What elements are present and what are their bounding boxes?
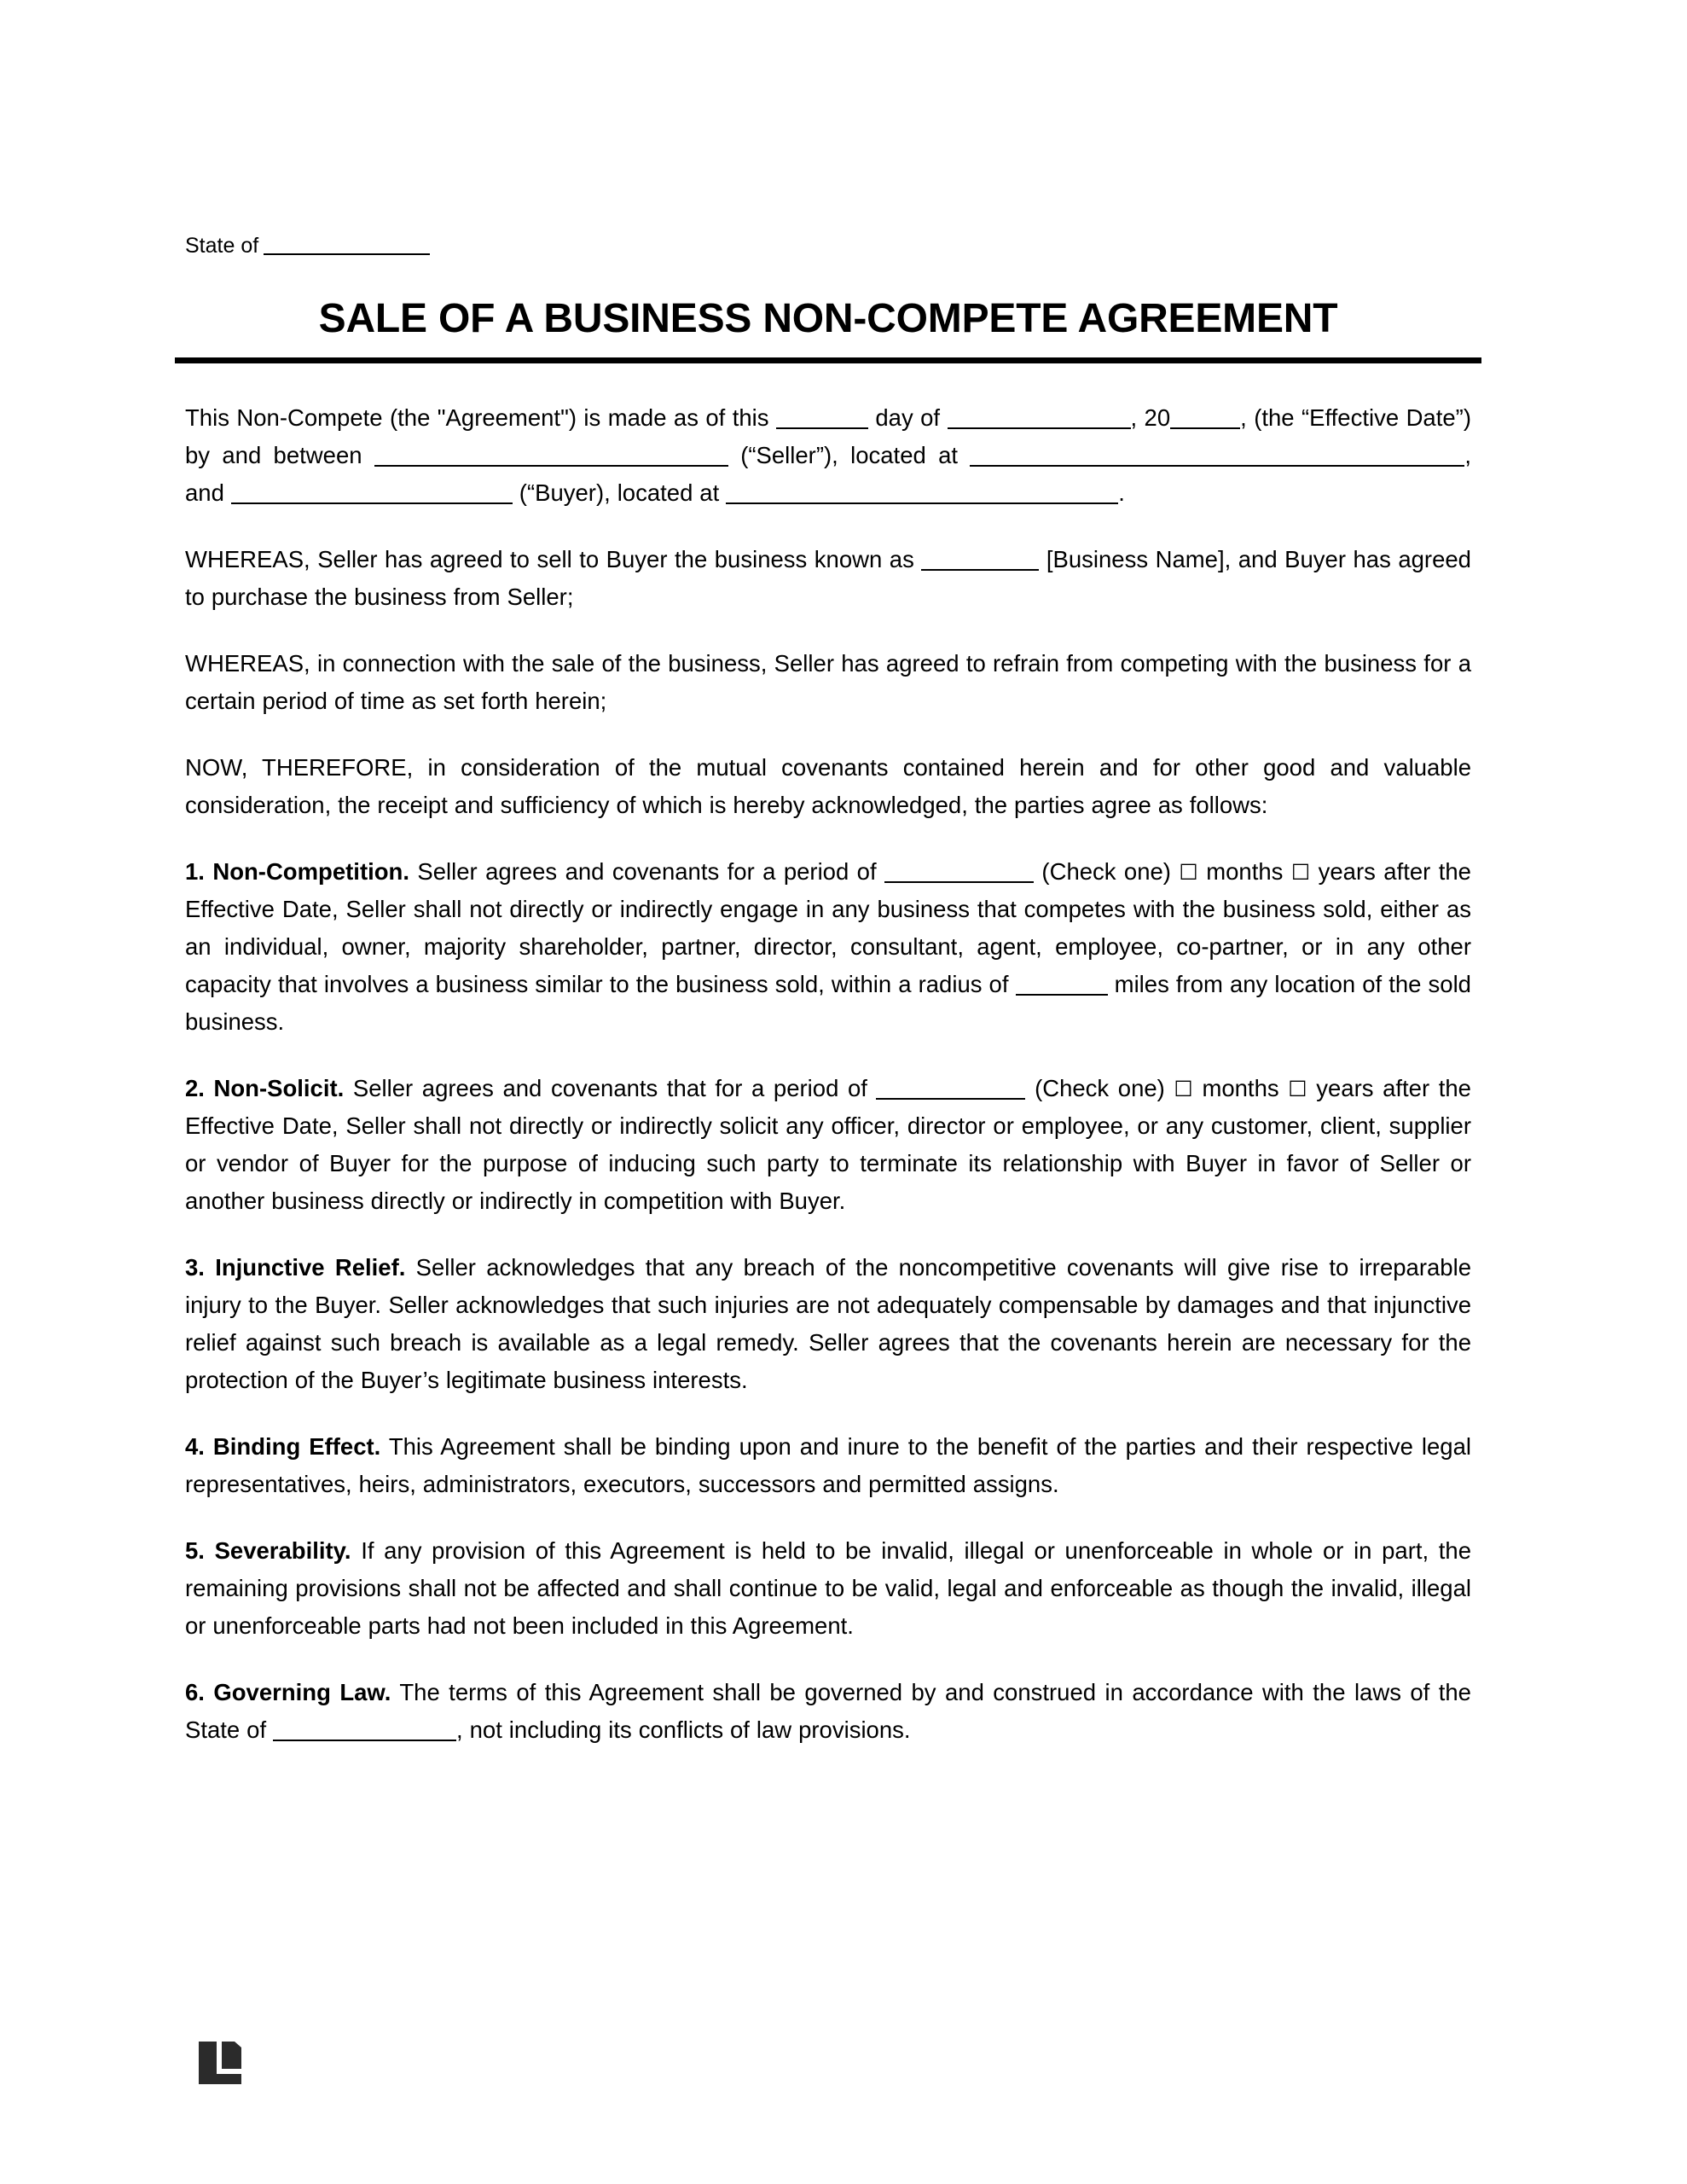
- section-1-text-a: Seller agrees and covenants for a period of: [417, 858, 877, 885]
- section-2-text-a: Seller agrees and covenants that for a period of: [352, 1075, 867, 1101]
- years-checkbox[interactable]: ☐: [1290, 860, 1311, 885]
- non-compete-period-blank[interactable]: [884, 863, 1034, 883]
- intro-text-a: This Non-Compete (the "Agreement") is made as of this: [185, 404, 769, 431]
- section-2-text-c: years after the Effective Date, Seller shall not directly or indirectly solicit any officer, director or employee, or any customer, client, supplier or vendor of Buyer for the purpose of inducing such party to terminate its relationship with Buyer in favor of Seller or another business directly or indirectly in competition with Buyer.: [185, 1075, 1471, 1214]
- section-severability: [185, 1532, 1471, 1645]
- legal-templates-logo-icon: [199, 2042, 241, 2084]
- section-1-text-d: miles from any location of the sold business.: [185, 971, 1471, 1035]
- title-divider: [175, 357, 1481, 363]
- intro-text-d: , (the “Effective Date”) by and between: [185, 404, 1471, 468]
- intro-text-b: day of: [875, 404, 941, 431]
- months-checkbox[interactable]: ☐: [1174, 1077, 1193, 1101]
- section-1-unit-months: months: [1206, 858, 1284, 885]
- section-6-text-a: The terms of this Agreement shall be governed by and construed in accordance with the laws of the State of: [185, 1679, 1471, 1743]
- document-body: [185, 399, 1471, 1749]
- section-1-text-c: years after the Effective Date, Seller shall not directly or indirectly engage in any business that competes with the business sold, either as an individual, owner, majority shareholder, partner, director, consultant, agent, employee, co-partner, or in any other capacity that involves a business similar to the business sold, within a radius of: [185, 858, 1471, 997]
- whereas-1-text-a: WHEREAS, Seller has agreed to sell to Buyer the business known as: [185, 546, 914, 572]
- recital-now-therefore: NOW, THEREFORE, in consideration of the mutual covenants contained herein and for other good and valuable consideration, the receipt and sufficiency of which is hereby acknowledged, the parties agree as follows:: [185, 754, 1471, 818]
- seller-name-blank[interactable]: [374, 446, 728, 467]
- section-4-text: This Agreement shall be binding upon and inure to the benefit of the parties and their respective legal representatives, heirs, administrators, executors, successors and permitted assigns.: [185, 1433, 1471, 1497]
- whereas-1-text-b: [Business Name], and Buyer has agreed to purchase the business from Seller;: [185, 546, 1471, 610]
- document-sheet: [175, 0, 1481, 2184]
- section-2-heading: 2. Non-Solicit.: [185, 1075, 345, 1101]
- intro-text-g: (“Buyer), located at: [519, 479, 720, 506]
- non-solicit-period-blank[interactable]: [876, 1079, 1025, 1100]
- section-governing-law: [185, 1674, 1471, 1749]
- page-title: SALE OF A BUSINESS NON-COMPETE AGREEMENT: [318, 296, 1338, 341]
- day-blank[interactable]: [776, 409, 868, 429]
- governing-state-blank[interactable]: [273, 1721, 456, 1741]
- intro-paragraph: [185, 399, 1471, 512]
- state-of-label: State of: [185, 234, 259, 258]
- year-blank[interactable]: [1170, 409, 1240, 429]
- section-6-text-b: , not including its conflicts of law provisions.: [456, 1716, 911, 1743]
- section-non-competition: [185, 853, 1471, 1041]
- radius-miles-blank[interactable]: [1016, 975, 1108, 996]
- section-injunctive-relief: [185, 1249, 1471, 1399]
- section-non-solicit: [185, 1070, 1471, 1220]
- business-name-blank[interactable]: [921, 550, 1039, 571]
- intro-text-c: , 20: [1130, 404, 1171, 431]
- section-6-heading: 6. Governing Law.: [185, 1679, 391, 1705]
- section-4-heading: 4. Binding Effect.: [185, 1433, 381, 1460]
- section-1-heading: 1. Non-Competition.: [185, 858, 409, 885]
- intro-text-f: , and: [185, 442, 1471, 506]
- buyer-name-blank[interactable]: [231, 484, 513, 504]
- section-2-unit-months: months: [1202, 1075, 1279, 1101]
- intro-text-h: .: [1118, 479, 1125, 506]
- section-3-heading: 3. Injunctive Relief.: [185, 1254, 406, 1281]
- section-2-check-label: (Check one): [1035, 1075, 1165, 1101]
- intro-text-e: (“Seller”), located at: [740, 442, 959, 468]
- years-checkbox[interactable]: ☐: [1288, 1077, 1307, 1101]
- recital-whereas-2: WHEREAS, in connection with the sale of the business, Seller has agreed to refrain from competing with the business for a certain period of time as set forth herein;: [185, 650, 1471, 714]
- state-of-line: [185, 233, 430, 258]
- section-5-heading: 5. Severability.: [185, 1537, 351, 1564]
- buyer-address-blank[interactable]: [726, 484, 1118, 504]
- section-3-text: Seller acknowledges that any breach of the noncompetitive covenants will give rise to irreparable injury to the Buyer. Seller acknowledges that such injuries are not adequately compensable by damages and that injunctive relief against such breach is available as a legal remedy. Seller agrees that the covenants herein are necessary for the protection of the Buyer’s legitimate business interests.: [185, 1254, 1471, 1393]
- section-1-check-label: (Check one): [1041, 858, 1171, 885]
- section-binding-effect: [185, 1428, 1471, 1503]
- recital-whereas-1: [185, 541, 1471, 616]
- state-of-blank[interactable]: [264, 253, 430, 255]
- section-5-text: If any provision of this Agreement is held to be invalid, illegal or unenforceable in whole or in part, the remaining provisions shall not be affected and shall continue to be valid, legal and enforceable as though the invalid, illegal or unenforceable parts had not been included in this Agreement.: [185, 1537, 1471, 1639]
- seller-address-blank[interactable]: [970, 446, 1464, 467]
- month-blank[interactable]: [948, 409, 1131, 429]
- months-checkbox[interactable]: ☐: [1179, 860, 1198, 885]
